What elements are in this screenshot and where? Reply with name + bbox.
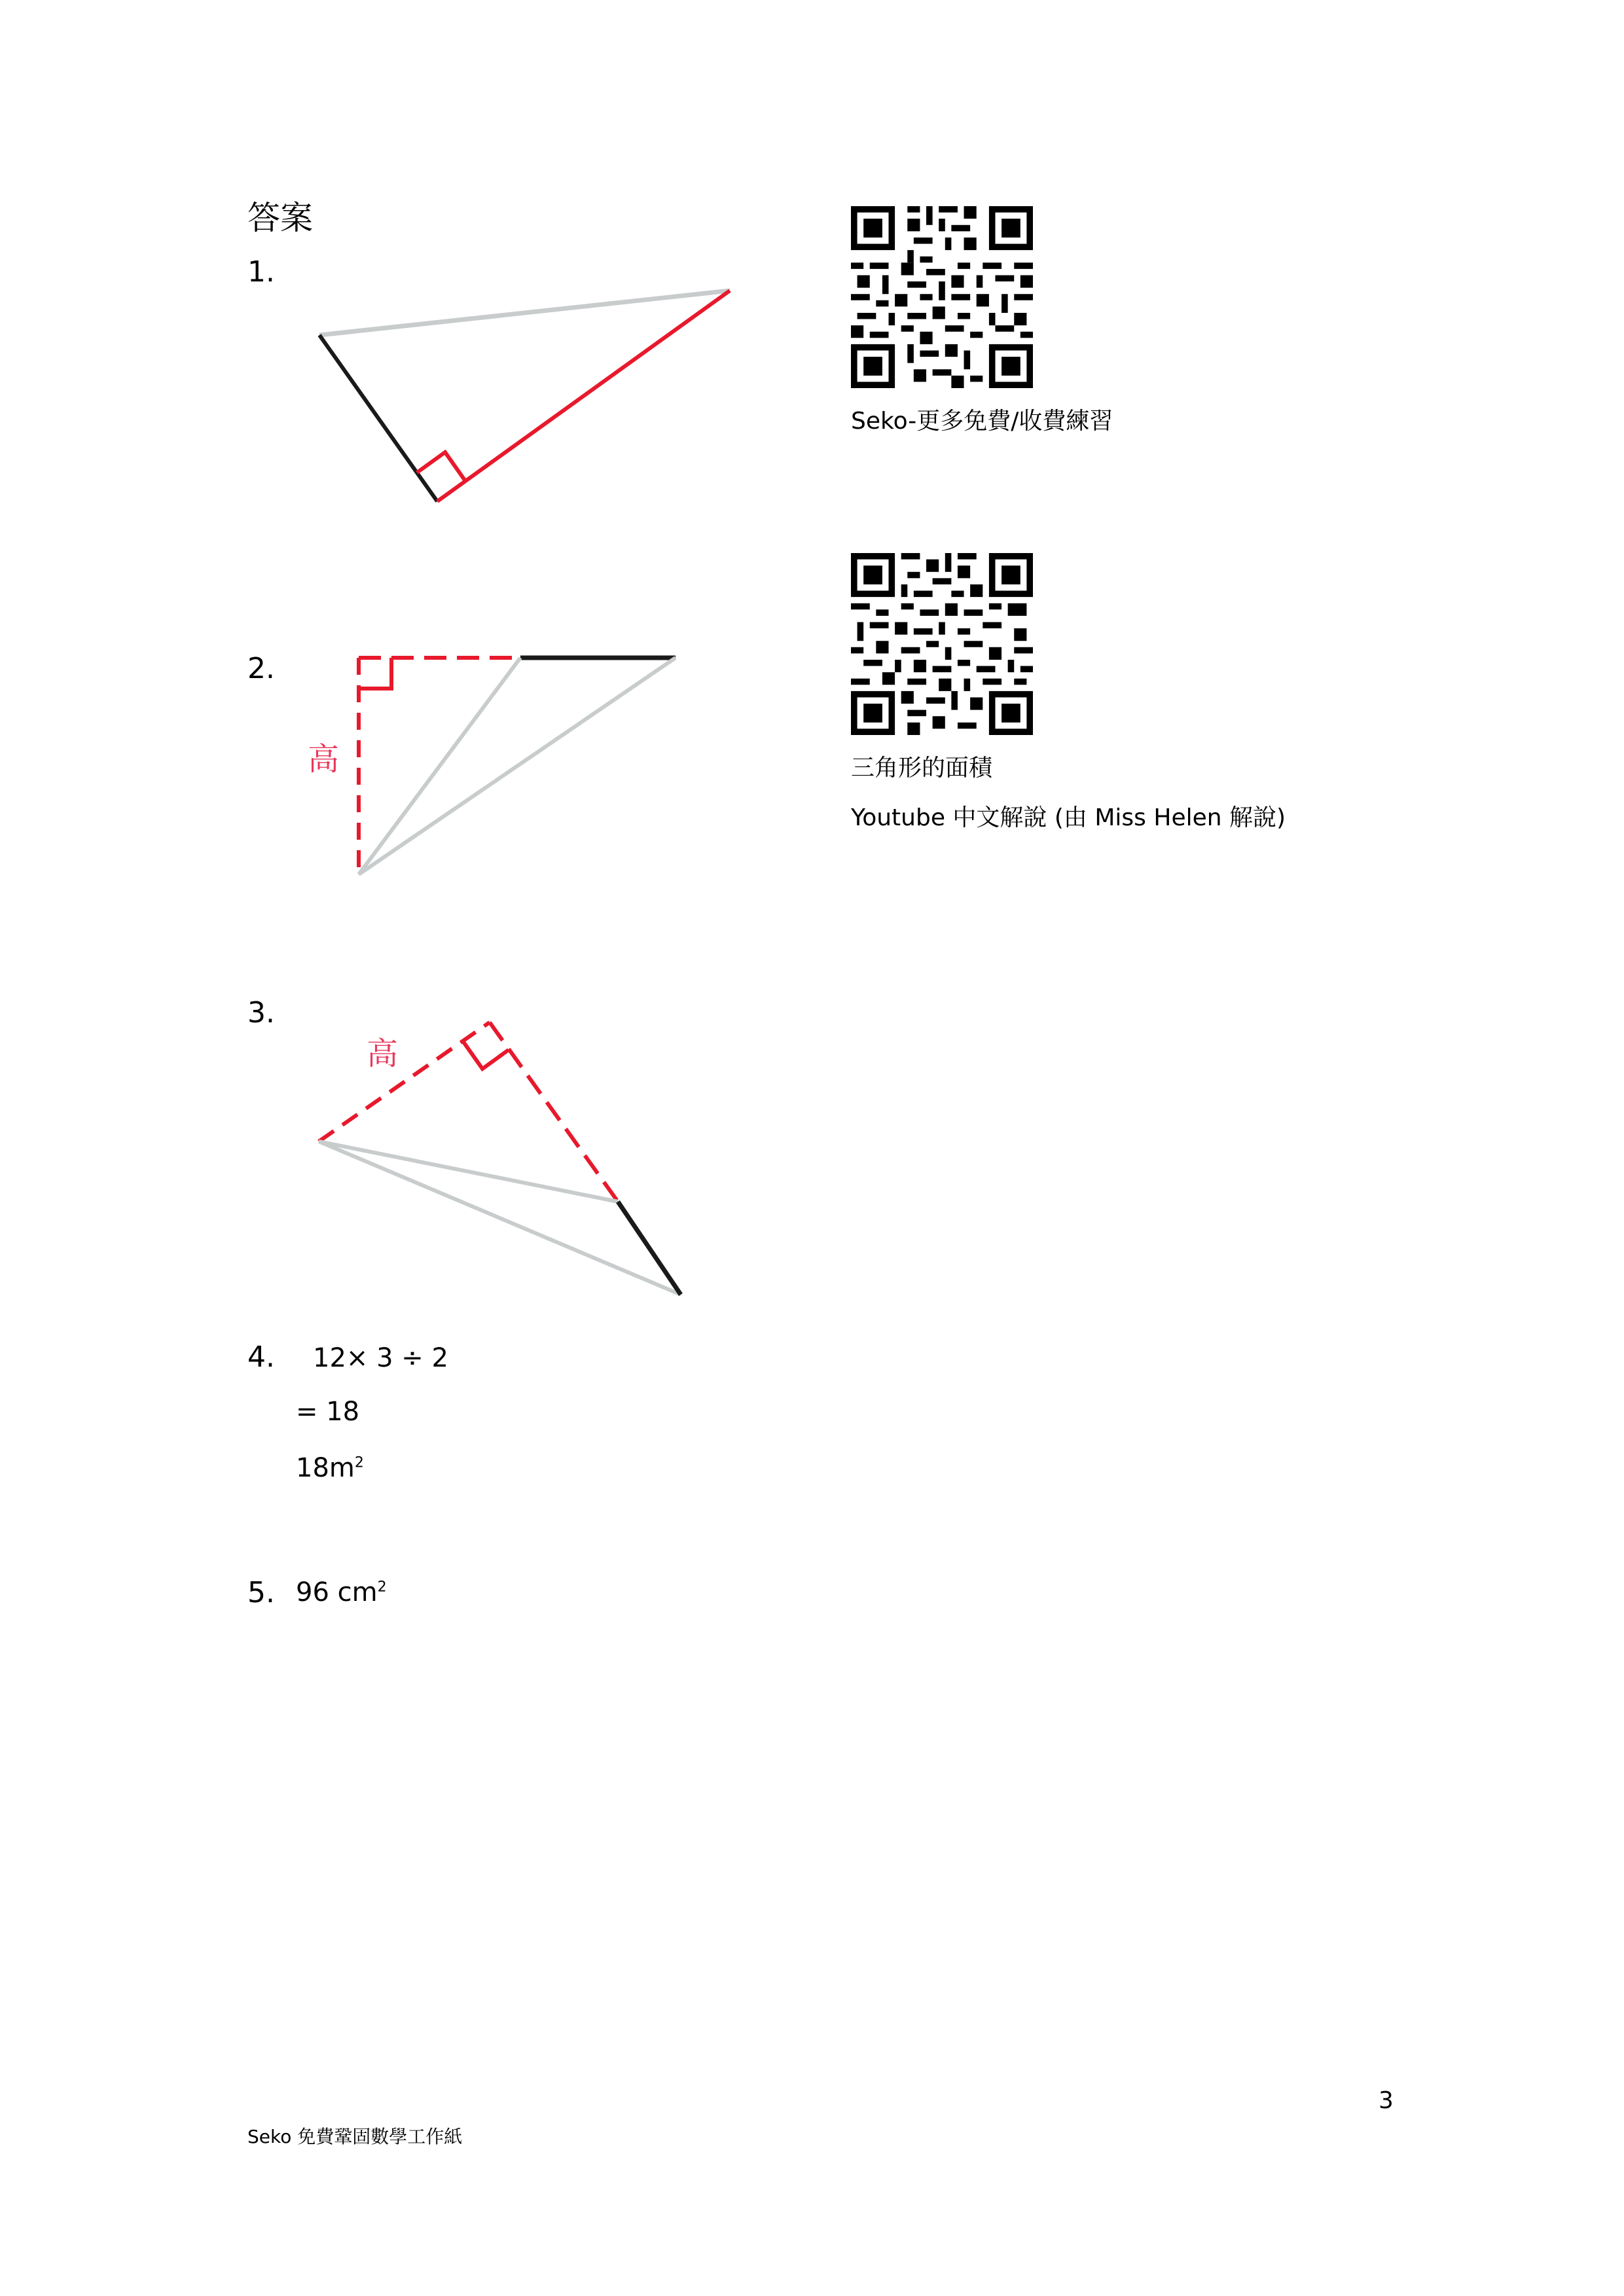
question-2-number: 2. — [247, 652, 275, 685]
question-5-answer-exponent: 2 — [377, 1579, 387, 1596]
qr-code-2-caption: 三角形的面積 — [851, 755, 993, 781]
question-4-result: = 18 — [296, 1397, 360, 1427]
question-4-answer-exponent: 2 — [354, 1454, 364, 1471]
question-3-number: 3. — [247, 996, 275, 1030]
question-1-number: 1. — [247, 255, 275, 289]
page-heading: 答案 — [247, 199, 313, 237]
question-4-answer — [296, 1450, 364, 1486]
qr-code-icon[interactable] — [851, 553, 1033, 735]
q3-right-angle-mark — [463, 1042, 509, 1069]
q3-gray-side-a — [319, 1141, 618, 1202]
question-4-number: 4. — [247, 1340, 275, 1374]
question-2-height-label: 高 — [308, 741, 340, 778]
question-5-answer — [296, 1575, 387, 1610]
qr-code-1-caption: Seko-更多免費/收費練習 — [851, 408, 1113, 435]
question-5-number: 5. — [247, 1576, 275, 1609]
question-5-answer-value: 96 cm — [296, 1577, 378, 1607]
question-3-height-label: 高 — [367, 1035, 399, 1072]
question-4-answer-value: 18m — [296, 1453, 355, 1483]
qr-code-2-youtube-caption: Youtube 中文解說 (由 Miss Helen 解說) — [851, 804, 1286, 831]
question-4-expression: 12× 3 ÷ 2 — [313, 1343, 448, 1373]
qr-code-icon[interactable] — [851, 206, 1033, 388]
q3-dashed-extension — [490, 1022, 618, 1202]
q3-dashed-height — [319, 1022, 490, 1141]
page-footer: Seko 免費鞏固數學工作紙 — [247, 2126, 463, 2147]
page-number: 3 — [1379, 2087, 1394, 2114]
